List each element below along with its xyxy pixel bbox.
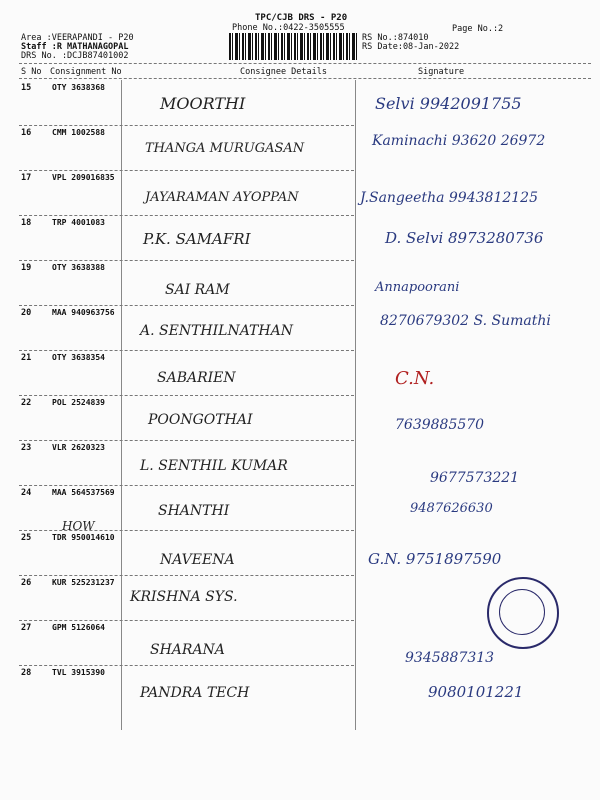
row-sno: 28	[21, 668, 32, 678]
row-consignee: KRISHNA SYS.	[130, 589, 238, 605]
row-consignment: OTY 3638368	[52, 83, 105, 92]
row-consignment: MAA 940963756	[52, 308, 115, 317]
row-consignee: SHARANA	[150, 642, 225, 658]
row-sno: 16	[21, 128, 32, 138]
row-signature: 7639885570	[395, 417, 485, 433]
row-consignee: MOORTHI	[160, 94, 246, 113]
row-consignee: SHANTHI	[158, 503, 230, 519]
page-number: Page No.:2	[452, 24, 504, 34]
row-signature: 9080101221	[428, 683, 524, 701]
row-consignment: TVL 3915390	[52, 668, 105, 677]
row-consignment: TRP 4001083	[52, 218, 105, 227]
drs-number: DRS No. :DCJB87401002	[21, 51, 129, 61]
barcode	[229, 33, 357, 60]
row-consignee: POONGOTHAI	[148, 412, 253, 428]
row-consignee: NAVEENA	[160, 552, 235, 568]
table-row	[0, 440, 600, 485]
col-signature: Signature	[418, 67, 465, 77]
row-consignee: THANGA MURUGASAN	[145, 141, 305, 156]
row-sno: 18	[21, 218, 32, 228]
row-signature: 8270679302 S. Sumathi	[380, 313, 551, 329]
company-stamp	[487, 577, 559, 649]
row-signature: 9677573221	[430, 470, 520, 486]
sheet-title: TPC/CJB DRS - P20	[255, 13, 348, 23]
col-sno: S No	[21, 67, 42, 77]
row-consignment: GPM 5126064	[52, 623, 105, 632]
row-sno: 21	[21, 353, 32, 363]
row-consignment: POL 2524839	[52, 398, 105, 407]
row-consignment: VPL 209016835	[52, 173, 115, 182]
table-row	[0, 170, 600, 215]
row-consignment: VLR 2620323	[52, 443, 105, 452]
row-sno: 19	[21, 263, 32, 273]
row-consignment: KUR 525231237	[52, 578, 115, 587]
row-sno: 26	[21, 578, 32, 588]
row-signature: J.Sangeetha 9943812125	[360, 190, 538, 206]
header-divider-top	[19, 63, 591, 64]
row-consignment: TDR 950014610	[52, 533, 115, 542]
row-consignee: L. SENTHIL KUMAR	[140, 458, 288, 474]
row-signature: 9345887313	[405, 650, 495, 666]
table-row	[0, 665, 600, 710]
row-signature: C.N.	[395, 368, 435, 389]
staff-label: Staff :R MATHANAGOPAL	[21, 42, 129, 52]
row-consignment: MAA 564537569	[52, 488, 115, 497]
row-consignee: SAI RAM	[165, 282, 230, 298]
row-consignee: P.K. SAMAFRI	[143, 230, 251, 248]
row-consignment: OTY 3638354	[52, 353, 105, 362]
row-consignee: JAYARAMAN AYOPPAN	[145, 190, 299, 205]
row-signature: G.N. 9751897590	[368, 550, 502, 568]
header-divider-bottom	[19, 78, 591, 79]
phone-number: Phone No.:0422-3505555	[232, 23, 345, 33]
row-signature: Annapoorani	[375, 280, 460, 295]
rs-number: RS No.:874010	[362, 33, 429, 43]
margin-note: HOW	[62, 519, 95, 533]
table-row	[0, 530, 600, 575]
row-sno: 20	[21, 308, 32, 318]
table-row	[0, 260, 600, 305]
row-sno: 22	[21, 398, 32, 408]
col-consignment: Consignment No	[50, 67, 122, 77]
row-consignment: CMM 1002588	[52, 128, 105, 137]
row-sno: 24	[21, 488, 32, 498]
row-consignee: PANDRA TECH	[140, 685, 250, 701]
row-signature: Kaminachi 93620 26972	[372, 133, 546, 149]
row-signature: 9487626630	[410, 501, 493, 516]
stamp-inner-ring	[499, 589, 545, 635]
row-consignment: OTY 3638388	[52, 263, 105, 272]
row-consignee: SABARIEN	[157, 370, 236, 386]
row-sno: 27	[21, 623, 32, 633]
row-signature: Selvi 9942091755	[375, 94, 522, 113]
row-sno: 25	[21, 533, 32, 543]
area-label: Area :VEERAPANDI - P20	[21, 33, 134, 43]
table-row	[0, 125, 600, 170]
table-row	[0, 305, 600, 350]
row-sno: 23	[21, 443, 32, 453]
row-signature: D. Selvi 8973280736	[385, 229, 544, 247]
rs-date: RS Date:08-Jan-2022	[362, 42, 460, 52]
row-consignee: A. SENTHILNATHAN	[140, 323, 293, 339]
table-row	[0, 350, 600, 395]
row-sno: 17	[21, 173, 32, 183]
table-row	[0, 215, 600, 260]
table-row	[0, 80, 600, 125]
table-row	[0, 395, 600, 440]
row-sno: 15	[21, 83, 32, 93]
col-consignee: Consignee Details	[240, 67, 327, 77]
